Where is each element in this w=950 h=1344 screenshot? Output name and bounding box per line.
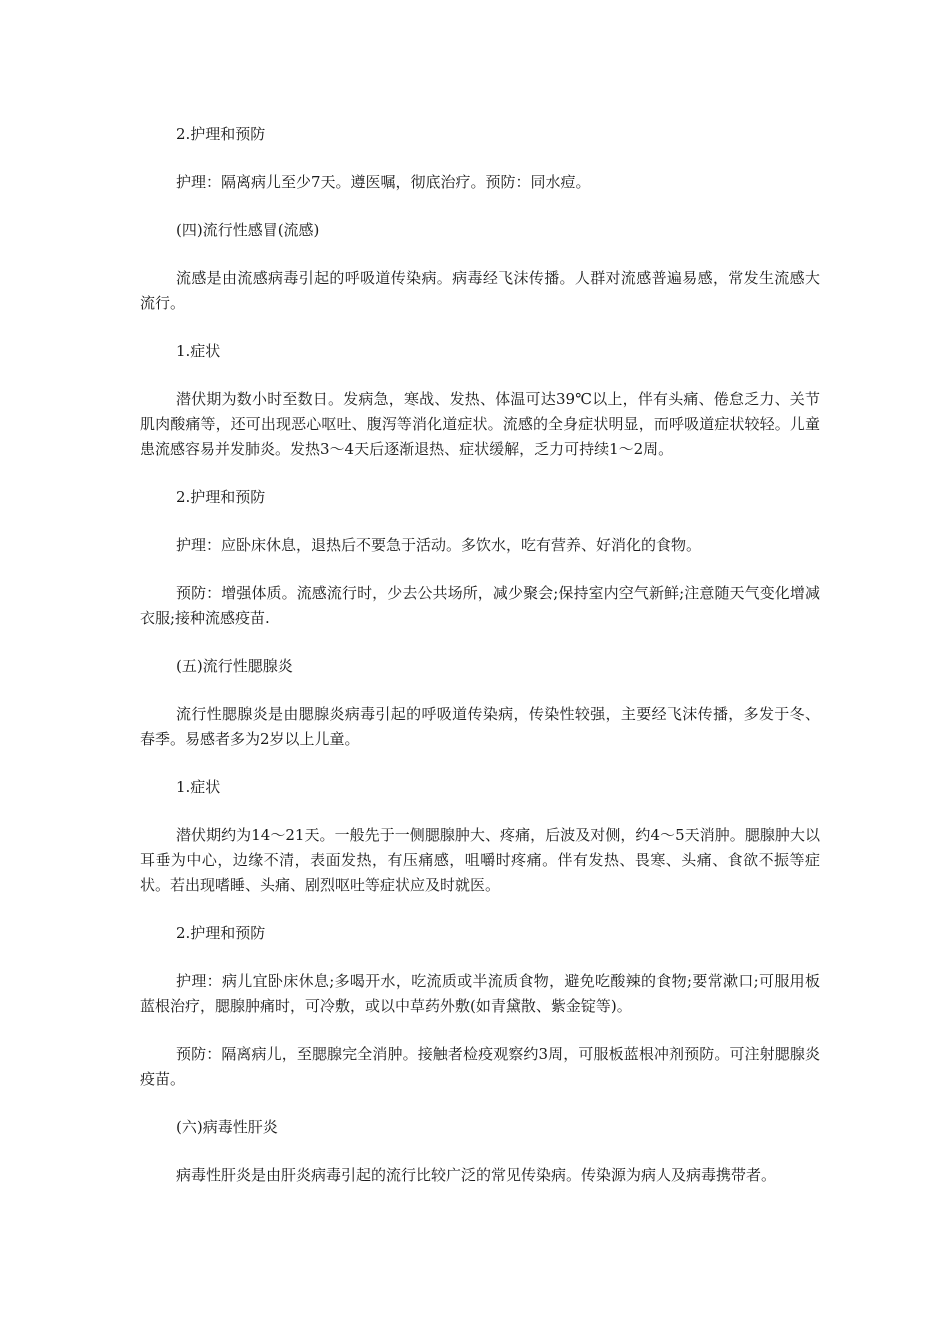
paragraph: 流感是由流感病毒引起的呼吸道传染病。病毒经飞沫传播。人群对流感普遍易感，常发生流感大流行。 <box>140 269 820 312</box>
paragraph: 护理：隔离病儿至少7天。遵医嘱，彻底治疗。预防：同水痘。 <box>176 173 591 191</box>
section-heading: (五)流行性腮腺炎 <box>176 657 293 675</box>
document-body <box>140 122 820 1211</box>
paragraph: 流行性腮腺炎是由腮腺炎病毒引起的呼吸道传染病，传染性较强，主要经飞沫传播，多发于冬、春季。易感者多为2岁以上儿童。 <box>140 705 820 748</box>
paragraph: 预防：增强体质。流感流行时，少去公共场所，减少聚会;保持室内空气新鲜;注意随天气变化增减衣服;接种流感疫苗. <box>140 584 820 627</box>
section-heading: 1.症状 <box>176 778 221 796</box>
paragraph: 预防：隔离病儿，至腮腺完全消肿。接触者检疫观察约3周，可服板蓝根冲剂预防。可注射腮腺炎疫苗。 <box>140 1045 820 1088</box>
section-heading: 2.护理和预防 <box>176 125 266 143</box>
paragraph: 病毒性肝炎是由肝炎病毒引起的流行比较广泛的常见传染病。传染源为病人及病毒携带者。 <box>176 1166 777 1184</box>
paragraph: 潜伏期约为14～21天。一般先于一侧腮腺肿大、疼痛，后波及对侧，约4～5天消肿。腮腺肿大以耳垂为中心，边缘不清，表面发热，有压痛感，咀嚼时疼痛。伴有发热、畏寒、头痛、食欲不振等症状。若出现嗜睡、头痛、剧烈呕吐等症状应及时就医。 <box>140 826 820 894</box>
section-heading: (六)病毒性肝炎 <box>176 1118 278 1136</box>
section-heading: 2.护理和预防 <box>176 924 266 942</box>
paragraph: 潜伏期为数小时至数日。发病急，寒战、发热、体温可达39℃以上，伴有头痛、倦怠乏力、关节肌肉酸痛等，还可出现恶心呕吐、腹泻等消化道症状。流感的全身症状明显，而呼吸道症状较轻。儿童患流感容易并发肺炎。发热3～4天后逐渐退热、症状缓解，乏力可持续1～2周。 <box>140 390 820 458</box>
section-heading: 2.护理和预防 <box>176 488 266 506</box>
paragraph: 护理：病儿宜卧床休息;多喝开水，吃流质或半流质食物，避免吃酸辣的食物;要常漱口;可服用板蓝根治疗，腮腺肿痛时，可冷敷，或以中草药外敷(如青黛散、紫金锭等)。 <box>140 972 820 1015</box>
paragraph: 护理：应卧床休息，退热后不要急于活动。多饮水，吃有营养、好消化的食物。 <box>176 536 702 554</box>
section-heading: (四)流行性感冒(流感) <box>176 221 320 239</box>
section-heading: 1.症状 <box>176 342 221 360</box>
